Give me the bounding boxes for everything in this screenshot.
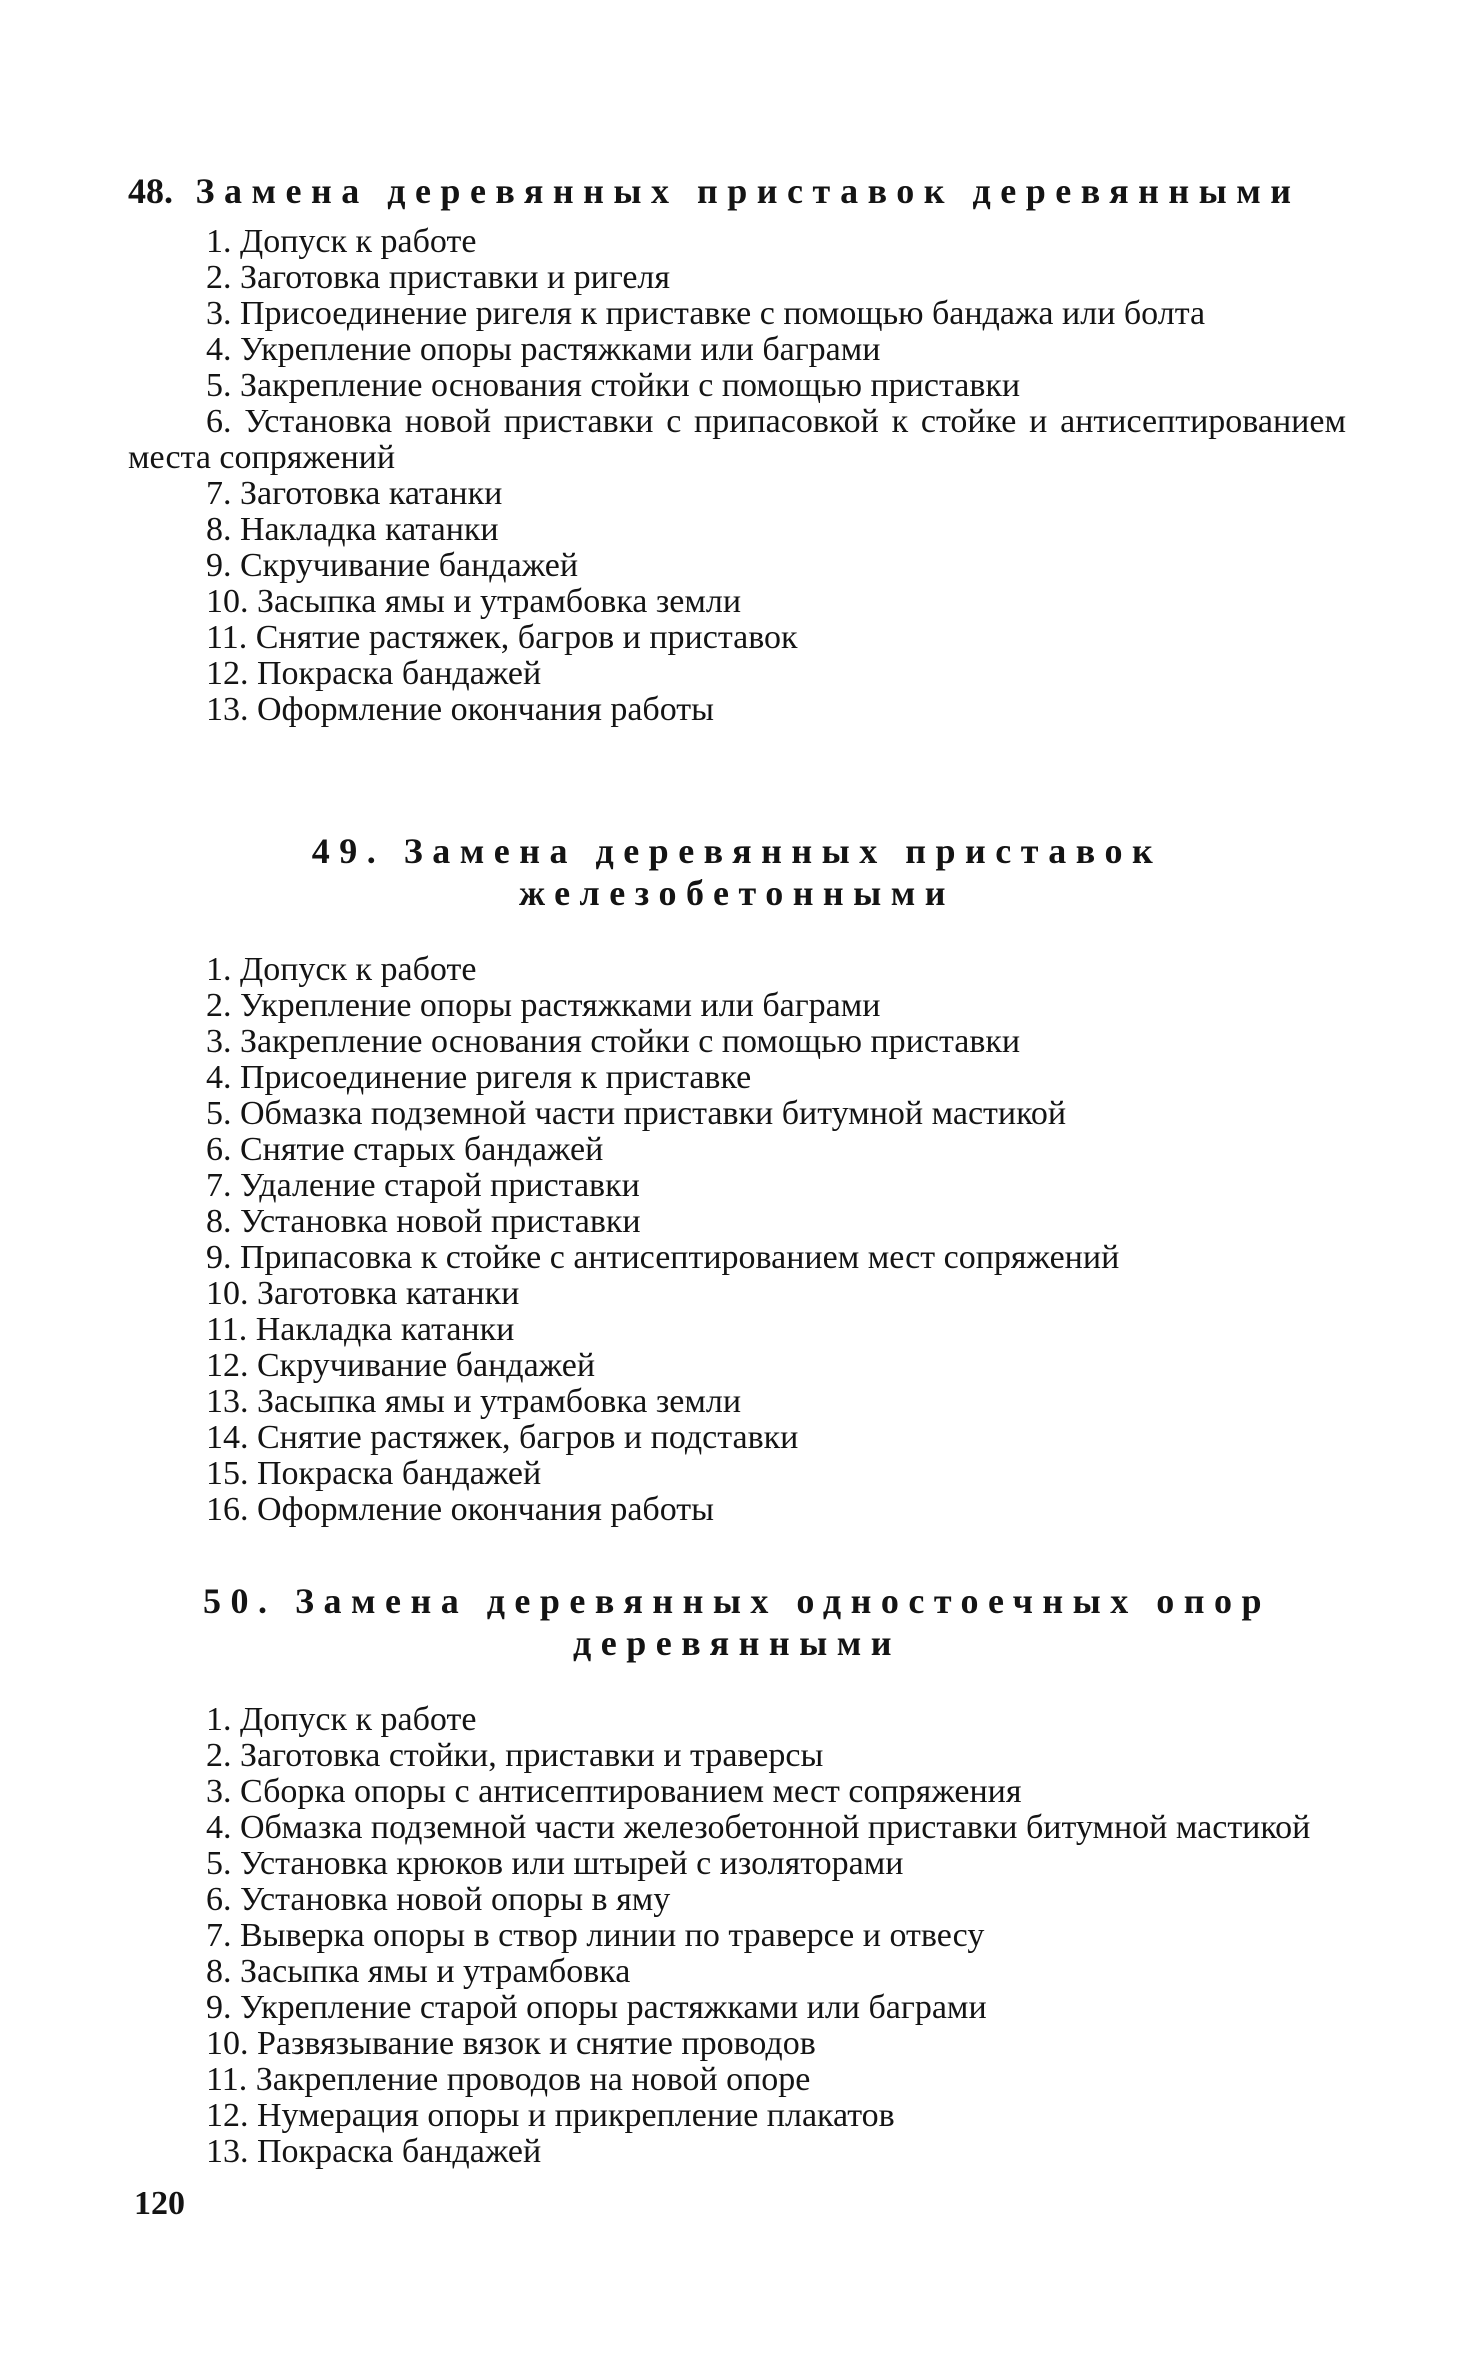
list-item: 7. Выверка опоры в створ линии по траверсе и отвесу: [206, 1917, 985, 1954]
list-item: 1. Допуск к работе: [206, 951, 477, 988]
list-item: 11. Снятие растяжек, багров и приставок: [206, 619, 798, 656]
list-item: 1. Допуск к работе: [206, 223, 477, 260]
list-item: 3. Закрепление основания стойки с помощью приставки: [206, 1023, 1021, 1060]
section-49-heading-line1: 49. Замена деревянных приставок: [311, 831, 1163, 871]
list-item: 10. Засыпка ямы и утрамбовка земли: [206, 583, 742, 620]
list-item: 12. Нумерация опоры и прикрепление плакатов: [206, 2097, 895, 2134]
list-item: 9. Скручивание бандажей: [206, 547, 579, 584]
list-item: 2. Заготовка стойки, приставки и траверсы: [206, 1737, 824, 1774]
section-48: [128, 170, 1346, 728]
list-item: 7. Удаление старой приставки: [206, 1167, 640, 1204]
list-item: 13. Покраска бандажей: [206, 2133, 542, 2170]
list-item: 2. Укрепление опоры растяжками или баграми: [206, 987, 881, 1024]
section-50-list: [128, 1702, 1346, 2170]
list-item: 3. Сборка опоры с антисептированием мест сопряжения: [206, 1773, 1022, 1810]
list-item: 6. Установка новой приставки с припасовкой к стойке и антисептированием места сопряжений: [128, 403, 1346, 476]
section-50-heading: [128, 1580, 1346, 1664]
list-item: 1. Допуск к работе: [206, 1701, 477, 1738]
list-item: 9. Укрепление старой опоры растяжками или баграми: [206, 1989, 987, 2026]
page-number: 120: [134, 2185, 185, 2222]
list-item: 4. Обмазка подземной части железобетонной приставки битумной мастикой: [206, 1809, 1311, 1846]
list-item: 10. Развязывание вязок и снятие проводов: [206, 2025, 816, 2062]
section-50-heading-line1: 50. Замена деревянных одностоечных опор: [202, 1581, 1272, 1621]
list-item: 8. Засыпка ямы и утрамбовка: [206, 1953, 631, 1990]
section-48-list: [128, 224, 1346, 728]
list-item: 10. Заготовка катанки: [206, 1275, 520, 1312]
list-item: 8. Установка новой приставки: [206, 1203, 641, 1240]
section-48-heading: [128, 170, 1346, 212]
list-item: 3. Присоединение ригеля к приставке с помощью бандажа или болта: [206, 295, 1206, 332]
list-item: 11. Закрепление проводов на новой опоре: [206, 2061, 811, 2098]
section-49: [128, 830, 1346, 1528]
list-item: 12. Скручивание бандажей: [206, 1347, 596, 1384]
section-49-heading-line2: железобетонными: [518, 873, 956, 913]
list-item: 5. Обмазка подземной части приставки битумной мастикой: [206, 1095, 1067, 1132]
section-49-heading: [128, 830, 1346, 914]
list-item: 4. Укрепление опоры растяжками или баграми: [206, 331, 881, 368]
list-item: 4. Присоединение ригеля к приставке: [206, 1059, 752, 1096]
section-50-heading-line2: деревянными: [573, 1623, 901, 1663]
list-item: 6. Снятие старых бандажей: [206, 1131, 604, 1168]
list-item: 7. Заготовка катанки: [206, 475, 503, 512]
list-item: 13. Засыпка ямы и утрамбовка земли: [206, 1383, 742, 1420]
section-48-number: 48.: [128, 171, 173, 211]
list-item: 9. Припасовка к стойке с антисептированием мест сопряжений: [206, 1239, 1120, 1276]
list-item: 8. Накладка катанки: [206, 511, 499, 548]
list-item: 12. Покраска бандажей: [206, 655, 542, 692]
section-48-title: Замена деревянных приставок деревянными: [195, 171, 1301, 211]
list-item: 5. Закрепление основания стойки с помощью приставки: [206, 367, 1021, 404]
section-49-list: [128, 952, 1346, 1528]
list-item: 11. Накладка катанки: [206, 1311, 515, 1348]
list-item: 2. Заготовка приставки и ригеля: [206, 259, 671, 296]
section-50: [128, 1580, 1346, 2170]
list-item: 13. Оформление окончания работы: [206, 691, 714, 728]
list-item: 14. Снятие растяжек, багров и подставки: [206, 1419, 799, 1456]
list-item: 16. Оформление окончания работы: [206, 1491, 714, 1528]
list-item: 6. Установка новой опоры в яму: [206, 1881, 671, 1918]
list-item: 15. Покраска бандажей: [206, 1455, 542, 1492]
list-item: 5. Установка крюков или штырей с изоляторами: [206, 1845, 904, 1882]
